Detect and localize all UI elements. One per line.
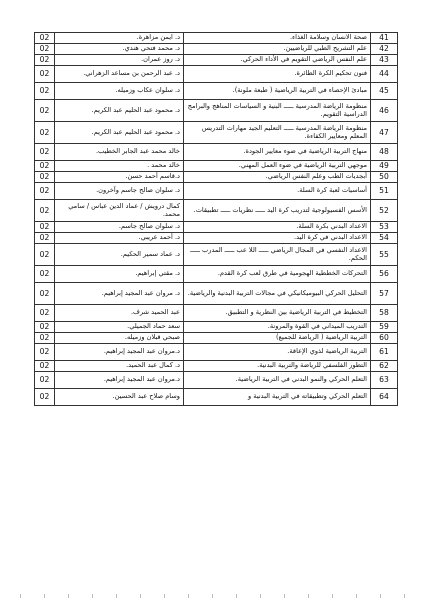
tick-mark [284, 594, 285, 598]
table-row [35, 66, 398, 83]
row-number: 54 [371, 233, 398, 244]
row-number: 52 [371, 200, 398, 222]
book-title: الاعداد البدني في كرة اليد. [184, 233, 371, 244]
book-title: فنون تحكيم الكرة الطائرة. [184, 66, 371, 83]
book-quantity: 02 [35, 33, 55, 44]
book-author: عبد الحميد شرف. [55, 305, 184, 322]
row-number: 53 [371, 222, 398, 233]
book-quantity: 02 [35, 161, 55, 172]
book-title: التحركات الخططية الهجومية في طرق لعب كرة القدم. [184, 266, 371, 283]
table-row [35, 333, 398, 344]
row-number: 56 [371, 266, 398, 283]
tick-mark [404, 594, 405, 598]
tick-mark [332, 594, 333, 598]
book-author: د. عماد سمير الحكيم. [55, 244, 184, 266]
book-title: الاعداد البدني بكرة السلة. [184, 222, 371, 233]
tick-mark [20, 594, 21, 598]
tick-mark [188, 594, 189, 598]
book-quantity: 02 [35, 122, 55, 144]
table-row [35, 372, 398, 389]
book-quantity: 02 [35, 322, 55, 333]
book-title: التطور الفلسفي للرياضة والتربية البدنية. [184, 361, 371, 372]
book-author: وسام صلاح عبد الحسين. [55, 389, 184, 406]
page-bottom-marks [0, 590, 436, 600]
tick-mark [116, 594, 117, 598]
book-title: مبادئ الإحصاء في التربية الرياضية ( طبعة ملونة). [184, 83, 371, 100]
book-author: د. محمود عبد الحليم عبد الكريم. [55, 100, 184, 122]
book-quantity: 02 [35, 244, 55, 266]
table-row [35, 44, 398, 55]
book-author: د. سلوان صالح جاسم. [55, 222, 184, 233]
row-number: 43 [371, 55, 398, 66]
row-number: 60 [371, 333, 398, 344]
row-number: 50 [371, 172, 398, 183]
table-row [35, 305, 398, 322]
row-number: 61 [371, 344, 398, 361]
book-quantity: 02 [35, 183, 55, 200]
book-author: سعد حماد الجميلي. [55, 322, 184, 333]
book-author: د.مروان عبد المجيد إبراهيم. [55, 372, 184, 389]
book-list-body [35, 33, 398, 406]
book-quantity: 02 [35, 144, 55, 161]
book-author: د. عبد الرحمن بن مساعد الزهراني. [55, 66, 184, 83]
book-title: الأسس الفسيولوجية لتدريب كرة اليد ـــــ نظريات ـــــ تطبيقات. [184, 200, 371, 222]
row-number: 57 [371, 283, 398, 305]
book-author: د. سلوان صالح جاسم وآخرون. [55, 183, 184, 200]
book-author: د. أحمد عريبي. [55, 233, 184, 244]
book-title: التخطيط في التربية الرياضية بين النظرية و التطبيق. [184, 305, 371, 322]
book-author: د.قاسم أحمد حسن. [55, 172, 184, 183]
table-row [35, 83, 398, 100]
table-row [35, 100, 398, 122]
book-title: علم التشريح الطبي للرياضيين. [184, 44, 371, 55]
tick-mark [260, 594, 261, 598]
book-title: منهاج التربية الرياضية في ضوء معايير الجودة. [184, 144, 371, 161]
book-title: أساسيات لعبة كرة السلة. [184, 183, 371, 200]
row-number: 63 [371, 372, 398, 389]
book-quantity: 02 [35, 372, 55, 389]
book-quantity: 02 [35, 222, 55, 233]
book-author: د. مروان عبد المجيد إبراهيم. [55, 283, 184, 305]
book-title: التحليل الحركي البيوميكانيكي في مجالات التربية البدنية والرياضية. [184, 283, 371, 305]
row-number: 48 [371, 144, 398, 161]
row-number: 55 [371, 244, 398, 266]
book-title: موجهي التربية الرياضية في ضوء العمل المهني. [184, 161, 371, 172]
book-quantity: 02 [35, 344, 55, 361]
book-author: د. سلوان عكاب وزميله. [55, 83, 184, 100]
table-row [35, 244, 398, 266]
book-quantity: 02 [35, 361, 55, 372]
tick-mark [68, 594, 69, 598]
book-quantity: 02 [35, 305, 55, 322]
table-row [35, 266, 398, 283]
book-author: د. روز عمران. [55, 55, 184, 66]
tick-mark [164, 594, 165, 598]
table-row [35, 144, 398, 161]
tick-mark [92, 594, 93, 598]
table-row [35, 122, 398, 144]
book-quantity: 02 [35, 389, 55, 406]
table-row [35, 233, 398, 244]
row-number: 47 [371, 122, 398, 144]
book-title: منظومة الرياضة المدرسية ـــــ التعليم الجيد مهارات التدريس المعلم ومعايير الكفاءة. [184, 122, 371, 144]
row-number: 46 [371, 100, 398, 122]
row-number: 62 [371, 361, 398, 372]
row-number: 64 [371, 389, 398, 406]
row-number: 42 [371, 44, 398, 55]
book-quantity: 02 [35, 100, 55, 122]
book-quantity: 02 [35, 55, 55, 66]
row-number: 58 [371, 305, 398, 322]
table-row [35, 222, 398, 233]
book-author: د. ايمن مزاهرة. [55, 33, 184, 44]
row-number: 44 [371, 66, 398, 83]
book-title: منظومة الرياضة المدرسية ـــــ البنية و السياسات المناهج والبرامج الدراسية التقويم. [184, 100, 371, 122]
table-row [35, 161, 398, 172]
book-title: الاعداد النفسي في المجال الرياضي ـــــ اللا عب ـــــ المدرب ـــــ الحكم. [184, 244, 371, 266]
book-author: د.مروان عبد المجيد إبراهيم. [55, 344, 184, 361]
book-quantity: 02 [35, 66, 55, 83]
table-row [35, 344, 398, 361]
table-row [35, 33, 398, 44]
row-number: 45 [371, 83, 398, 100]
book-author: كمال درويش / عماد الدين عباس / سامي محمد. [55, 200, 184, 222]
book-quantity: 02 [35, 200, 55, 222]
tick-mark [212, 594, 213, 598]
tick-mark [380, 594, 381, 598]
table-row [35, 200, 398, 222]
book-author: خالد محمد عبد الجابر الخطيب. [55, 144, 184, 161]
table-row [35, 322, 398, 333]
table-row [35, 172, 398, 183]
book-title: صحة الانسان وسلامة الغذاء. [184, 33, 371, 44]
tick-mark [236, 594, 237, 598]
book-author: خالد محمد . [55, 161, 184, 172]
row-number: 59 [371, 322, 398, 333]
book-title: التعلم الحركي والنمو البدني في التربية الرياضية. [184, 372, 371, 389]
row-number: 51 [371, 183, 398, 200]
book-title: التدريب الميداني في القوة والمرونة. [184, 322, 371, 333]
row-number: 49 [371, 161, 398, 172]
book-quantity: 02 [35, 333, 55, 344]
table-row [35, 183, 398, 200]
tick-mark [356, 594, 357, 598]
tick-mark [44, 594, 45, 598]
book-title: أبجديات الطب وعلم النفس الرياضي. [184, 172, 371, 183]
book-author: د. مقتي إبراهيم. [55, 266, 184, 283]
book-title: التربية الرياضية لذوي الإعاقة. [184, 344, 371, 361]
tick-mark [140, 594, 141, 598]
book-author: د. محمد فتحي هندي. [55, 44, 184, 55]
table-row [35, 55, 398, 66]
tick-mark [308, 594, 309, 598]
book-list-page [34, 32, 398, 406]
row-number: 41 [371, 33, 398, 44]
book-quantity: 02 [35, 172, 55, 183]
book-author: د. محمود عبد الحليم عبد الكريم. [55, 122, 184, 144]
table-row [35, 361, 398, 372]
book-quantity: 02 [35, 233, 55, 244]
book-title: علم النفس الرياضي التقويم في الأداء الحركي. [184, 55, 371, 66]
book-quantity: 02 [35, 83, 55, 100]
book-author: د. كمال عبد الحميد. [55, 361, 184, 372]
table-row [35, 389, 398, 406]
table-row [35, 283, 398, 305]
book-quantity: 02 [35, 266, 55, 283]
book-title: التعلم الحركي وتطبيقاته في التربية البدنية و [184, 389, 371, 406]
book-quantity: 02 [35, 44, 55, 55]
book-title: التربية الرياضية ( الرياضة للجميع) [184, 333, 371, 344]
book-quantity: 02 [35, 283, 55, 305]
book-author: صبحي قبلان وزميله. [55, 333, 184, 344]
book-list-table [34, 32, 398, 406]
